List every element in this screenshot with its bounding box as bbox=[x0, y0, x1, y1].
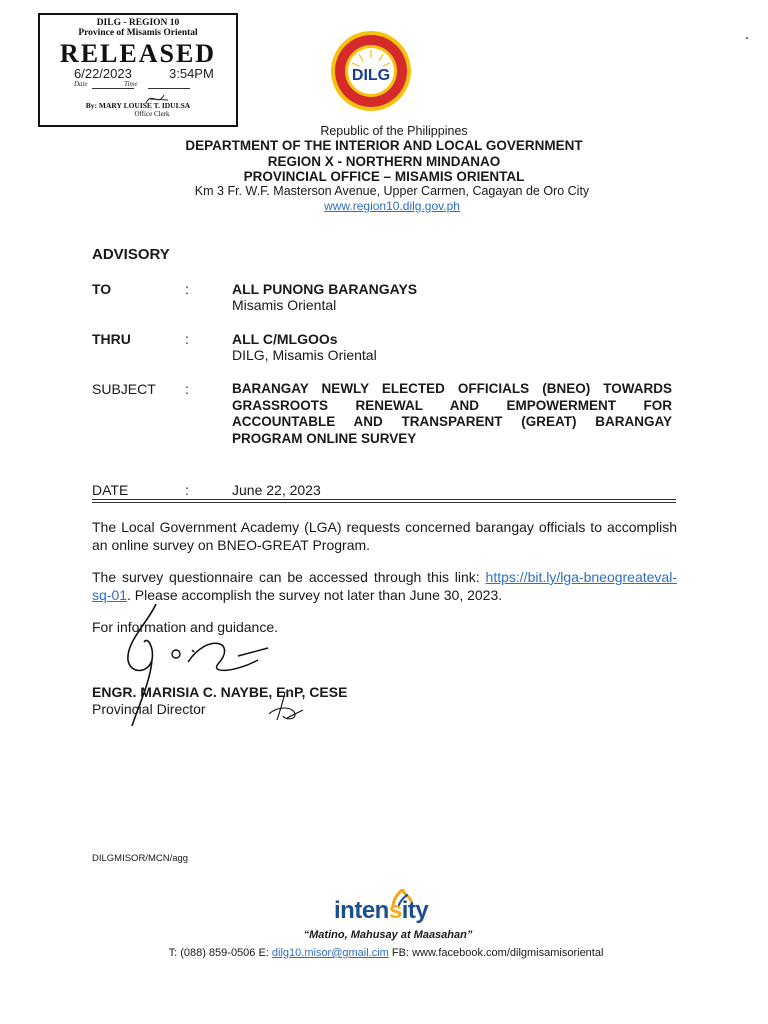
body-paragraph-2-prefix: The survey questionnaire can be accessed through this link: bbox=[92, 569, 486, 585]
dilg-seal-logo bbox=[330, 30, 412, 112]
closing-line: For information and guidance. bbox=[92, 619, 278, 635]
stamp-time: 3:54PM bbox=[169, 66, 214, 81]
released-stamp bbox=[38, 13, 238, 127]
date-colon: : bbox=[185, 482, 189, 498]
initials-scribble bbox=[265, 690, 305, 724]
signatory-title: Provincial Director bbox=[92, 701, 206, 717]
seal-text: DILG bbox=[351, 67, 391, 84]
survey-link[interactable]: https://bit.ly/lga-bneogreateval-sq-01 bbox=[92, 569, 677, 603]
motto: “Matino, Mahusay at Maasahan” bbox=[303, 929, 473, 941]
date-label: DATE bbox=[92, 482, 129, 498]
header-department: DEPARTMENT OF THE INTERIOR AND LOCAL GOVERNMENT bbox=[185, 138, 583, 153]
logo-part2: s bbox=[388, 897, 402, 924]
stamp-date-line bbox=[92, 88, 134, 89]
reference-code: DILGMISOR/MCN/agg bbox=[92, 853, 189, 864]
signatory-name: ENGR. MARISIA C. NAYBE, EnP, CESE bbox=[92, 684, 348, 700]
divider-line bbox=[92, 499, 676, 500]
contact-facebook: FB: www.facebook.com/dilgmisamisoriental bbox=[388, 947, 604, 959]
contact-phone: T: (088) 859-0506 E: bbox=[168, 947, 272, 959]
to-value: ALL PUNONG BARANGAYS bbox=[232, 281, 418, 297]
divider-line bbox=[92, 502, 676, 503]
stamp-office-line1: DILG - REGION 10 bbox=[96, 18, 180, 28]
logo-part3: ity bbox=[401, 897, 429, 924]
to-sub: Misamis Oriental bbox=[232, 297, 337, 313]
stamp-time-label: Time bbox=[124, 80, 138, 88]
body-paragraph-2-suffix: . Please accomplish the survey not later than June 30, 2023. bbox=[127, 587, 503, 603]
thru-sub: DILG, Misamis Oriental bbox=[232, 347, 377, 363]
intensity-logo bbox=[334, 893, 438, 931]
header-address: Km 3 Fr. W.F. Masterson Avenue, Upper Carmen, Cagayan de Oro City bbox=[194, 184, 590, 198]
header-republic: Republic of the Philippines bbox=[320, 124, 468, 138]
to-colon: : bbox=[185, 281, 189, 297]
subject-colon: : bbox=[185, 381, 189, 397]
stamp-date: 6/22/2023 bbox=[74, 66, 132, 81]
body-paragraph-2 bbox=[92, 568, 677, 604]
contact-email-link[interactable]: dilg10.misor@gmail.cim bbox=[271, 947, 389, 959]
thru-label: THRU bbox=[92, 331, 131, 347]
thru-colon: : bbox=[185, 331, 189, 347]
date-value: June 22, 2023 bbox=[232, 482, 321, 498]
logo-part1: inten bbox=[334, 897, 389, 924]
stamp-date-label: Date bbox=[74, 80, 88, 88]
header-provincial-office: PROVINCIAL OFFICE – MISAMIS ORIENTAL bbox=[243, 169, 525, 184]
header-region: REGION X - NORTHERN MINDANAO bbox=[267, 154, 501, 169]
logo-flame-icon bbox=[389, 889, 417, 907]
body-paragraph-1: The Local Government Academy (LGA) requests concerned barangay officials to accomplish an online survey on BNEO-GREAT Program. bbox=[92, 519, 677, 553]
stamp-clerk-title: Office Clerk bbox=[134, 110, 170, 118]
header-website-link[interactable]: www.region10.dilg.gov.ph bbox=[324, 199, 460, 213]
stamp-status: RELEASED bbox=[59, 39, 217, 68]
to-label: TO bbox=[92, 281, 112, 297]
advisory-title: ADVISORY bbox=[92, 246, 170, 263]
stamp-office-line2: Province of Misamis Oriental bbox=[78, 28, 198, 38]
thru-value: ALL C/MLGOOs bbox=[232, 331, 338, 347]
contact-info bbox=[0, 947, 768, 959]
speck bbox=[746, 37, 748, 39]
subject-label: SUBJECT bbox=[92, 381, 156, 397]
stamp-released-by: By: MARY LOUISE T. IDULSA bbox=[85, 101, 191, 110]
subject-value: BARANGAY NEWLY ELECTED OFFICIALS (BNEO) TOWARDS GRASSROOTS RENEWAL AND EMPOWERMENT FOR ACCOUNTABLE AND TRANSPARENT (GREAT) BARANGAY PROGRAM ONLINE SURVEY bbox=[232, 381, 672, 446]
